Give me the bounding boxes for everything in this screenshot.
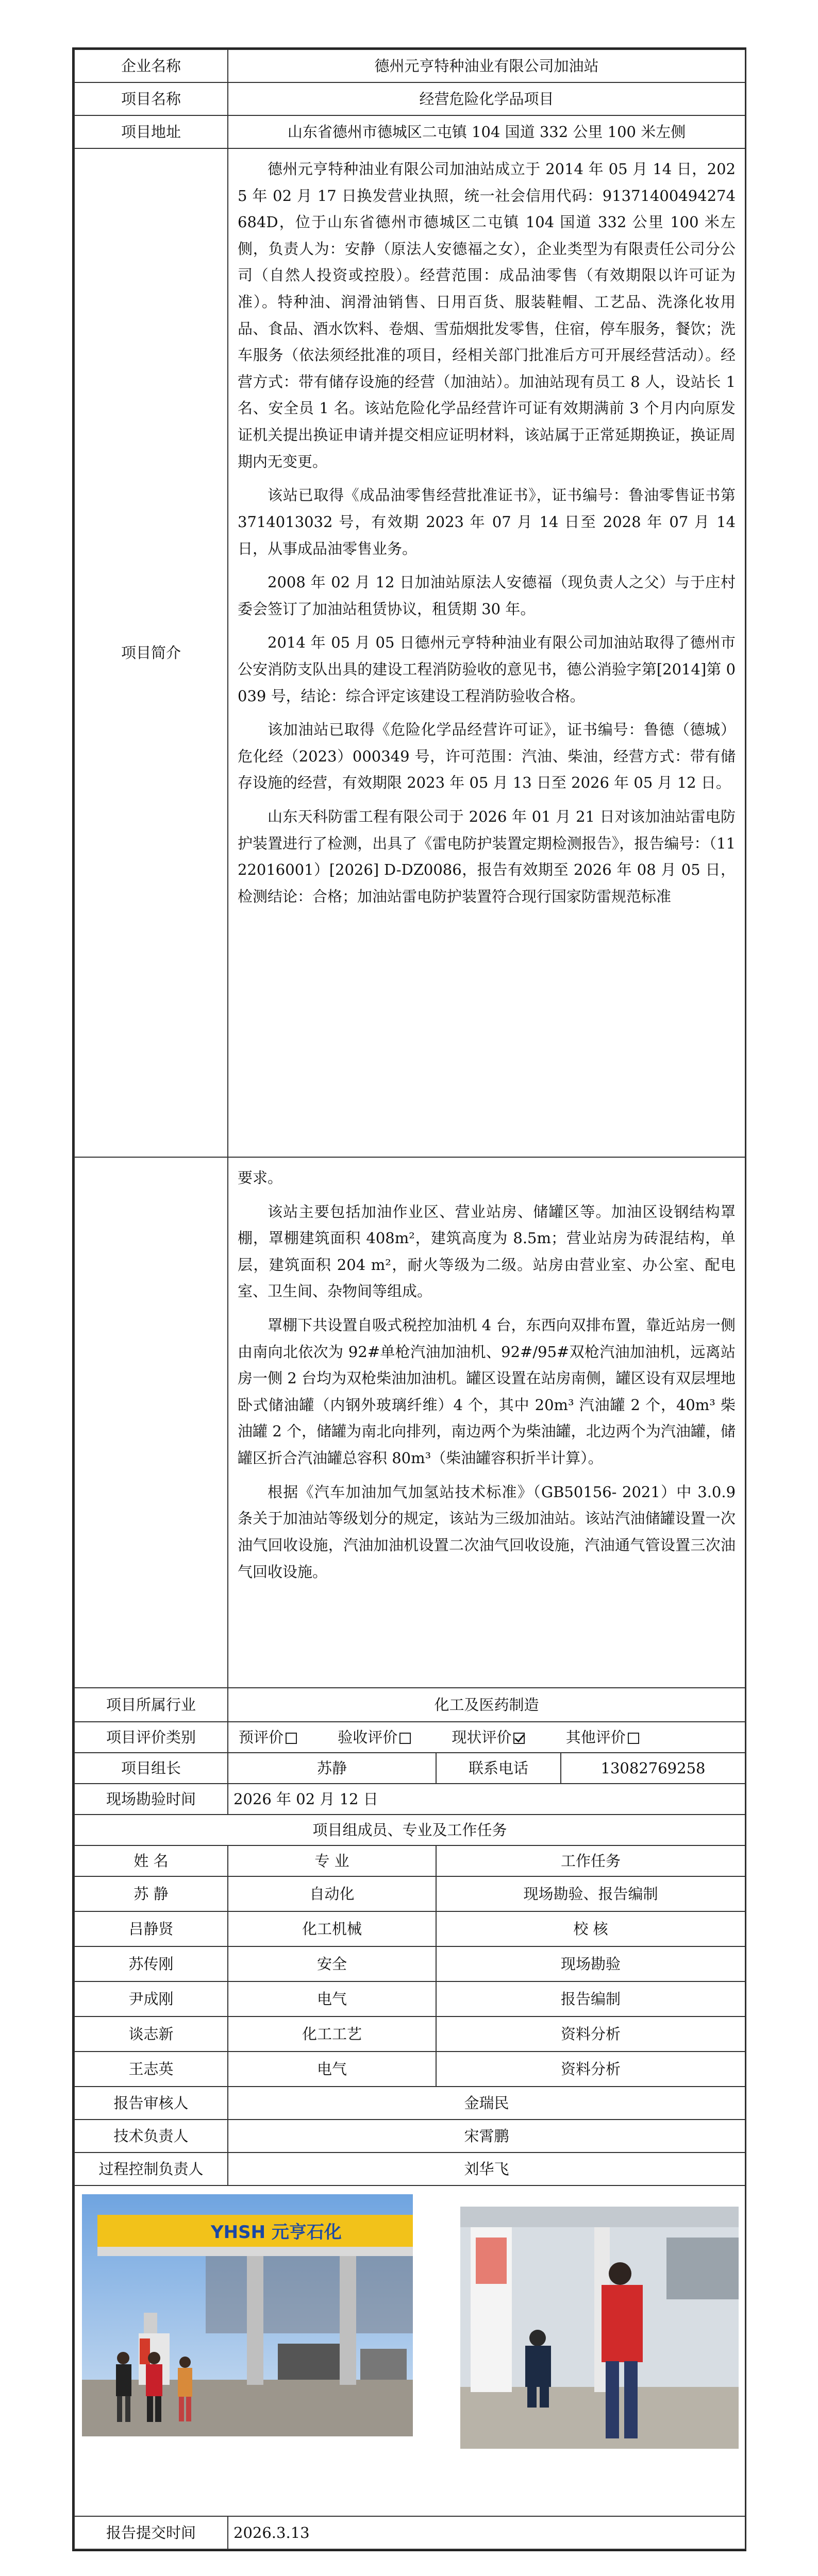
reviewer-label: 报告审核人 [74, 2087, 228, 2120]
intro-paragraph: 该加油站已取得《危险化学品经营许可证》，证书编号：鲁德（德城）危化经（2023）000349 号，许可范围：汽油、柴油，经营方式：带有储存设施的经营，有效期限 2023 年 05 月 13 日至 2026 年 05 月 12 日。 [238, 721, 736, 792]
phone-value: 13082769258 [561, 1753, 745, 1784]
intro-paragraph: 罩棚下共设置自吸式税控加油机 4 台，东西向双排布置，靠近站房一侧由南向北依次为 92#单枪汽油加油机、92#/95#双枪汽油加油机，远离站房一侧 2 台均为双枪柴油加油机。罐区设置在站房南侧，罐区设有双层埋地卧式储油罐（内钢外玻璃纤维）4 个，其中 20m³ 汽油罐 2 个，40m³ 柴油罐 2 个，储罐为南北向排列，南边两个为柴油罐，北边两个为汽油罐，储罐区折合汽油罐总容积 80m³（柴油罐容积折半计算）。 [238, 1316, 736, 1467]
eval-type-label: 项目评价类别 [74, 1722, 228, 1753]
intro-text-part1 [228, 148, 745, 1157]
member-name: 谈志新 [74, 2016, 228, 2052]
member-major: 化工机械 [228, 1911, 436, 1946]
company-value: 德州元亨特种油业有限公司加油站 [228, 49, 745, 82]
address-value: 山东省德州市德城区二屯镇 104 国道 332 公里 100 米左侧 [228, 115, 745, 148]
submit-time-value: 2026.3.13 [228, 2516, 745, 2549]
intro-paragraph: 根据《汽车加油加气加氢站技术标准》（GB50156- 2021）中 3.0.9 条关于加油站等级划分的规定，该站为三级加油站。该站汽油储罐设置一次油气回收设施，汽油加油机设置二次油气回收设施，汽油通气管设置三次油气回收设施。 [238, 1483, 736, 1581]
eval-option-label: 其他评价 [565, 1728, 626, 1746]
phone-label: 联系电话 [436, 1753, 561, 1784]
checkbox-checked-icon[interactable] [513, 1733, 525, 1744]
leader-value: 苏静 [228, 1753, 436, 1784]
member-task: 现场勘验、报告编制 [436, 1876, 745, 1911]
submit-time-label: 报告提交时间 [74, 2516, 228, 2549]
member-name: 吕静贤 [74, 1911, 228, 1946]
canopy-sign-text: YHSH 元亨石化 [211, 2222, 342, 2243]
eval-option-pre[interactable] [239, 1726, 297, 1749]
survey-time-value: 2026 年 02 月 12 日 [228, 1784, 745, 1815]
checkbox-icon[interactable] [286, 1733, 297, 1744]
site-photo-canopy [82, 2194, 413, 2436]
leader-label: 项目组长 [74, 1753, 228, 1784]
intro-text-part2 [228, 1157, 745, 1688]
canopy-photo-image [82, 2194, 413, 2436]
members-header-major: 专 业 [228, 1845, 436, 1876]
intro-paragraph: 2008 年 02 月 12 日加油站原法人安德福（现负责人之父）与于庄村委会签订了加油站租赁协议，租赁期 30 年。 [238, 573, 736, 618]
industry-value: 化工及医药制造 [228, 1688, 745, 1722]
table-row [74, 1981, 745, 2016]
survey-time-label: 现场勘验时间 [74, 1784, 228, 1815]
member-name: 王志英 [74, 2052, 228, 2087]
eval-option-label: 预评价 [239, 1728, 284, 1746]
member-task: 资料分析 [436, 2052, 745, 2087]
member-task: 报告编制 [436, 1981, 745, 2016]
industry-label: 项目所属行业 [74, 1688, 228, 1722]
member-major: 电气 [228, 2052, 436, 2087]
member-task: 资料分析 [436, 2016, 745, 2052]
member-task: 校 核 [436, 1911, 745, 1946]
project-label: 项目名称 [74, 82, 228, 115]
member-name: 尹成刚 [74, 1981, 228, 2016]
intro-paragraph: 该站主要包括加油作业区、营业站房、储罐区等。加油区设钢结构罩棚，罩棚建筑面积 408m²，建筑高度为 8.5m；营业站房为砖混结构，单层，建筑面积 204 m²，耐火等级为二级。站房由营业室、办公室、配电室、卫生间、杂物间等组成。 [238, 1202, 736, 1300]
intro-label: 项目简介 [74, 148, 228, 1157]
eval-type-options [228, 1722, 745, 1753]
eval-option-other[interactable] [566, 1726, 639, 1749]
site-photos [74, 2185, 745, 2516]
eval-option-acceptance[interactable] [338, 1726, 411, 1749]
report-form [72, 47, 746, 2551]
process-value: 刘华飞 [228, 2153, 745, 2185]
members-header-task: 工作任务 [436, 1845, 745, 1876]
info-table [74, 49, 746, 2550]
intro-paragraph: 山东天科防雷工程有限公司于 2026 年 01 月 21 日对该加油站雷电防护装置进行了检测，出具了《雷电防护装置定期检测报告》，报告编号：（1122016001）[2026] D-DZ0086，报告有效期至 2026 年 08 月 05 日，检测结论：合格；加油站雷电防护装置符合现行国家防雷规范标准 [238, 808, 736, 905]
member-major: 安全 [228, 1946, 436, 1981]
eval-option-label: 验收评价 [338, 1728, 398, 1746]
intro-label-continued [74, 1157, 228, 1688]
checkbox-icon[interactable] [628, 1733, 639, 1744]
members-title: 项目组成员、专业及工作任务 [74, 1815, 745, 1845]
site-photo-inspection [460, 2207, 739, 2449]
member-name: 苏 静 [74, 1876, 228, 1911]
eval-option-label: 现状评价 [452, 1728, 512, 1746]
reviewer-value: 金瑞民 [228, 2087, 745, 2120]
table-row [74, 2052, 745, 2087]
intro-paragraph: 该站已取得《成品油零售经营批准证书》，证书编号：鲁油零售证书第 3714013032 号，有效期 2023 年 07 月 14 日至 2028 年 07 月 14 日，从事成品油零售业务。 [238, 486, 736, 557]
table-row [74, 1946, 745, 1981]
company-label: 企业名称 [74, 49, 228, 82]
project-value: 经营危险化学品项目 [228, 82, 745, 115]
intro-paragraph: 2014 年 05 月 05 日德州元亨特种油业有限公司加油站取得了德州市公安消防支队出具的建设工程消防验收的意见书，德公消验字第[2014]第 0039 号，结论：综合评定该建设工程消防验收合格。 [238, 634, 736, 705]
table-row [74, 1911, 745, 1946]
tech-label: 技术负责人 [74, 2120, 228, 2153]
member-task: 现场勘验 [436, 1946, 745, 1981]
checkbox-icon[interactable] [399, 1733, 411, 1744]
member-major: 化工工艺 [228, 2016, 436, 2052]
address-label: 项目地址 [74, 115, 228, 148]
member-major: 电气 [228, 1981, 436, 2016]
tech-value: 宋霄鹏 [228, 2120, 745, 2153]
process-label: 过程控制负责人 [74, 2153, 228, 2185]
member-major: 自动化 [228, 1876, 436, 1911]
member-name: 苏传刚 [74, 1946, 228, 1981]
inspection-photo-image [460, 2207, 739, 2449]
intro-paragraph: 德州元亨特种油业有限公司加油站成立于 2014 年 05 月 14 日，2025 年 02 月 17 日换发营业执照，统一社会信用代码：91371400494274684D，位于山东省德州市德城区二屯镇 104 国道 332 公里 100 米左侧，负责人为：安静（原法人安德福之女），企业类型为有限责任公司分公司（自然人投资或控股）。经营范围：成品油零售（有效期限以许可证为准）。特种油、润滑油销售、日用百货、服装鞋帽、工艺品、洗涤化妆用品、食品、酒水饮料、卷烟、雪茄烟批发零售，住宿，停车服务，餐饮；洗车服务（依法须经批准的项目，经相关部门批准后方可开展经营活动）。经营方式：带有储存设施的经营（加油站）。加油站现有员工 8 人，设站长 1 名、安全员 1 名。该站危险化学品经营许可证有效期满前 3 个月内向原发证机关提出换证申请并提交相应证明材料，该站属于正常延期换证，换证周期内无变更。 [238, 160, 736, 470]
eval-option-current[interactable] [452, 1726, 525, 1749]
intro-paragraph: 要求。 [238, 1169, 283, 1187]
members-header-name: 姓 名 [74, 1845, 228, 1876]
table-row [74, 2016, 745, 2052]
table-row [74, 1876, 745, 1911]
